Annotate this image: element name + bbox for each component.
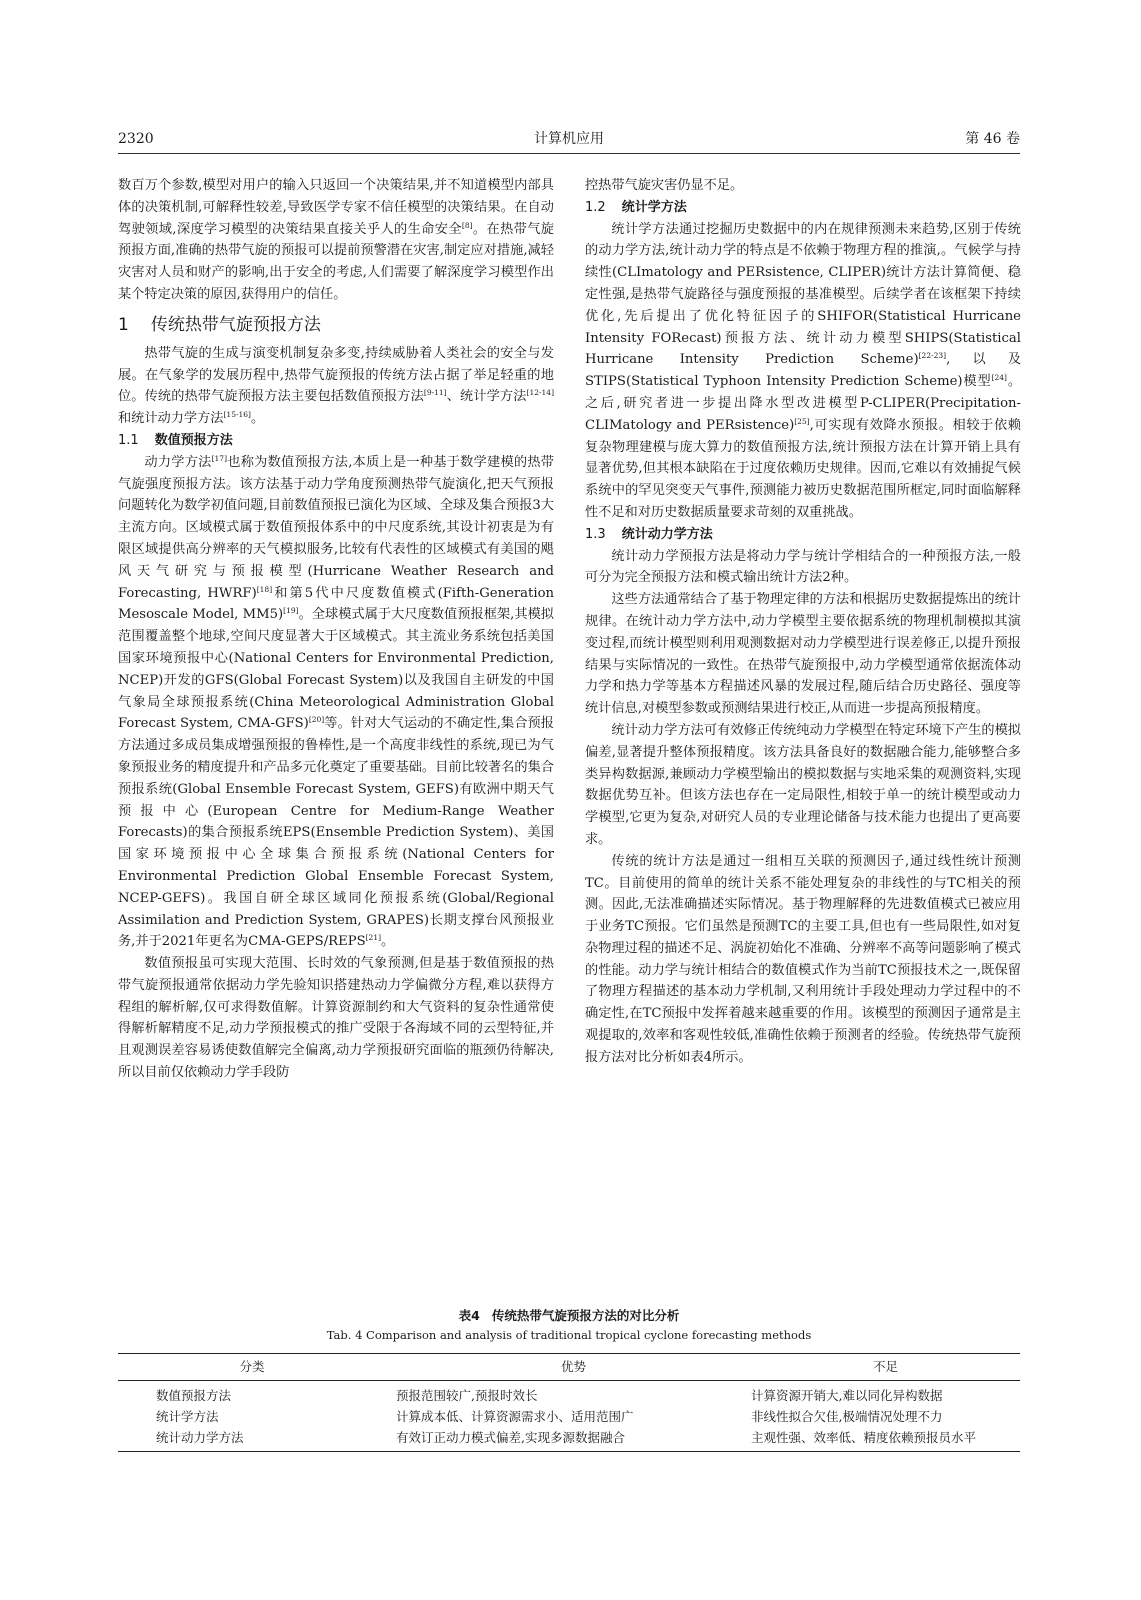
subsection-number: 1.3: [585, 526, 606, 542]
text: 等。针对大气运动的不确定性,集合预报方法通过多成员集成增强预报的鲁棒性,是一个高度非线性的系统,现已为气象预报业务的精度提升和产品多元化奠定了重要基础。目前比较著名的集合预报系统(Global Ensemble Forecast System, GEFS)有欧洲中期天气预报中心(European Centre for Medium-Range Weather Forecasts)的集合预报系统EPS(Ensemble Prediction System)、美国国家环境预报中心全球集合预报系统(National Centers for Environmental Prediction Global Ensemble Forecast System, NCEP-GEFS)。我国自研全球区域同化预报系统(Global/Regional Assimilation and Prediction System, GRAPES)长期支撑台风预报业务,并于2021年更名为CMA-GEPS/REPS: [118, 716, 554, 950]
citation: [22-23]: [918, 351, 947, 361]
subsection-heading: [118, 430, 554, 452]
table-row: [118, 1406, 1020, 1427]
text: 和第5代中尺度数值模式(Fifth-Generation Mesoscale Model, MM5): [118, 585, 554, 623]
text: 热带气旋的生成与演变机制复杂多变,持续威胁着人类社会的安全与发展。在气象学的发展历程中,热带气旋预报的传统方法占据了举足轻重的地位。传统的热带气旋预报方法主要包括数值预报方法: [118, 345, 554, 405]
paragraph: 统计动力学方法可有效修正传统纯动力学模型在特定环境下产生的模拟偏差,显著提升整体预报精度。该方法具备良好的数据融合能力,能够整合多类异构数据源,兼顾动力学模型输出的模拟数据与实地采集的观测资料,实现数据优势互补。但该方法也存在一定局限性,相较于单一的统计模型或动力学模型,它更为复杂,对研究人员的专业理论储备与技术能力也提出了更高要求。: [585, 722, 1021, 847]
section-title: 传统热带气旋预报方法: [150, 314, 321, 335]
text: 也称为数值预报方法,本质上是一种基于数学建模的热带气旋强度预报方法。该方法基于动力学角度预测热带气旋演化,把天气预报问题转化为数学初值问题,目前数值预报已演化为区域、全球及集合预报3大主流方向。区域模式属于数值预报体系中的中尺度系统,其设计初衷是为有限区域提供高分辨率的天气模拟服务,比较有代表性的区域模式有美国的飓风天气研究与预报模型(Hurricane Weather Research and Forecasting, HWRF): [118, 454, 554, 601]
header-rule: [118, 153, 1020, 154]
text: 动力学方法: [144, 454, 212, 470]
subsection-number: 1.1: [118, 432, 139, 448]
subsection-heading: [585, 197, 1021, 219]
table-cell: 统计动力学方法: [118, 1427, 386, 1452]
left-column: [118, 175, 554, 1084]
journal-name: 计算机应用: [534, 131, 604, 147]
text: 。: [250, 411, 265, 427]
right-column: [585, 175, 1021, 1069]
citation: [9-11]: [423, 388, 447, 398]
paragraph: 统计动力学预报方法是将动力学与统计学相结合的一种预报方法,一般可分为完全预报方法和模式输出统计方法2种。: [585, 548, 1021, 586]
table-title-cn: 传统热带气旋预报方法的对比分析: [491, 1308, 680, 1323]
text: ,可实现有效降水预报。相较于依赖复杂物理建模与庞大算力的数值预报方法,统计预报方法在计算开销上具有显著优势,但其根本缺陷在于过度依赖历史规律。因而,它难以有效捕捉气候系统中的罕见突变天气事件,预测能力被历史数据范围所框定,同时面临解释性不足和对历史数据质量要求苛刻的双重挑战。: [585, 417, 1021, 520]
text: 统计学方法通过挖掘历史数据中的内在规律预测未来趋势,区别于传统的动力学方法,统计动力学的特点是不依赖于物理方程的推演,。气候学与持续性(CLImatology and PERsistence, CLIPER)统计方法计算简便、稳定性强,是热带气旋路径与强度预报的基准模型。后续学者在该框架下持续优化,先后提出了优化特征因子的SHIFOR(Statistical Hurricane Intensity FORecast)预报方法、统计动力模型SHIPS(Statistical Hurricane Intensity Prediction Scheme): [585, 221, 1021, 368]
text: 。在热带气旋预报方面,准确的热带气旋的预报可以提前预警潜在灾害,制定应对措施,减轻灾害对人员和财产的影响,出于安全的考虑,人们需要了解深度学习模型作出某个特定决策的原因,获得用户的信任。: [118, 221, 554, 302]
paragraph: 传统的统计方法是通过一组相互关联的预测因子,通过线性统计预测TC。目前使用的简单的统计关系不能处理复杂的非线性的与TC相关的预测。因此,无法准确描述实际情况。基于物理解释的先进数值模式已被应用于业务TC预报。它们虽然是预测TC的主要工具,但也有一些局限性,如对复杂物理过程的描述不足、涡旋初始化不准确、分辨率不高等问题影响了模式的性能。动力学与统计相结合的数值模式作为当前TC预报技术之一,既保留了物理方程描述的基本动力学机制,又利用统计手段处理动力学过程中的不确定性,在TC预报中发挥着越来越重要的作用。该模型的预测因子通常是主观提取的,效率和客观性较低,准确性依赖于预测者的经验。传统热带气旋预报方法对比分析如表4所示。: [585, 853, 1021, 1065]
text: 。之后,研究者进一步提出降水型改进模型P-CLIPER(Precipitation-CLIMatology and PERsistence): [585, 374, 1022, 433]
subsection-title: 统计动力学方法: [621, 526, 713, 542]
text: 。: [381, 934, 395, 950]
text: 、统计学方法: [446, 389, 527, 405]
table-header-row: [118, 1354, 1020, 1381]
paragraph: 这些方法通常结合了基于物理定律的方法和根据历史数据提炼出的统计规律。在统计动力学方法中,动力学模型主要依据系统的物理机制模拟其演变过程,而统计模型则利用观测数据对动力学模型进行误差修正,以提升预报结果与实际情况的一致性。在热带气旋预报中,动力学模型通常依据流体动力学和热力学等基本方程描述风暴的发展过程,随后结合历史路径、强度等统计信息,对模型参数或预测结果进行校正,从而进一步提高预报精度。: [585, 592, 1021, 717]
column-header: 不足: [751, 1354, 1020, 1381]
table-caption-cn: [118, 1306, 1020, 1326]
text: 。全球模式属于大尺度数值预报框架,其模拟范围覆盖整个地球,空间尺度显著大于区域模式。其主流业务系统包括美国国家环境预报中心(National Centers for Environmental Prediction, NCEP)开发的GFS(Global Forecast System)以及我国自主研发的中国气象局全球预报系统(China Meteorological Administration Global Forecast System, CMA-GFS): [118, 607, 554, 732]
table-cell: 预报范围较广,预报时效长: [396, 1388, 538, 1403]
paragraph: [118, 175, 554, 306]
text: ,以及STIPS(Statistical Typhoon Intensity Prediction Scheme)模型: [585, 352, 1022, 390]
citation: [15-16]: [223, 410, 251, 420]
table-cell: 统计学方法: [156, 1409, 219, 1424]
subsection-title: 统计学方法: [621, 199, 687, 215]
citation: [25]: [794, 416, 810, 426]
citation: [8]: [461, 220, 473, 230]
table-cell: 计算资源开销大,难以同化异构数据: [751, 1388, 943, 1403]
table-caption-en: Tab. 4 Comparison and analysis of traditional tropical cyclone forecasting methods: [326, 1328, 812, 1342]
paragraph: 数值预报虽可实现大范围、长时效的气象预测,但是基于数值预报的热带气旋预报通常依据动力学先验知识搭建热动力学偏微分方程,难以获得方程组的解析解,仅可求得数值解。计算资源制约和大气资料的复杂性通常使得解析解精度不足,动力学预报模式的推广受限于各海域不同的云型特征,并且观测误差容易诱使数值解完全偏离,动力学预报研究面临的瓶颈仍待解决,所以目前仅依赖动力学手段防: [118, 956, 554, 1081]
citation: [12-14]: [526, 388, 555, 398]
table-row: [118, 1381, 1020, 1407]
paragraph: 控热带气旋灾害仍显不足。: [585, 178, 744, 193]
table-cell: 非线性拟合欠佳,极端情况处理不力: [751, 1409, 943, 1424]
table-cell: 主观性强、效率低、精度依赖预报员水平: [751, 1427, 1020, 1452]
subsection-title: 数值预报方法: [154, 432, 233, 448]
table-label: 表4: [458, 1308, 480, 1323]
column-header: 分类: [118, 1354, 386, 1381]
citation: [17]: [211, 453, 227, 463]
comparison-table: [118, 1353, 1020, 1452]
paragraph: [585, 219, 1021, 524]
citation: [18]: [256, 584, 273, 594]
section-heading: [118, 313, 554, 337]
citation: [20]: [308, 715, 325, 725]
paragraph: [118, 452, 554, 953]
subsection-heading: [585, 524, 1021, 546]
table-cell: 计算成本低、计算资源需求小、适用范围广: [396, 1409, 634, 1424]
column-header: 优势: [386, 1354, 751, 1381]
text: 数百万个参数,模型对用户的输入只返回一个决策结果,并不知道模型内部具体的决策机制,可解释性较差,导致医学专家不信任模型的决策结果。在自动驾驶领域,深度学习模型的决策结果直接关乎人的生命安全: [118, 178, 554, 237]
subsection-number: 1.2: [585, 199, 606, 215]
table-row: [118, 1427, 1020, 1452]
volume-label: 第 46 卷: [965, 131, 1020, 147]
table-caption: [118, 1306, 1020, 1344]
table-cell: 有效订正动力模式偏差,实现多源数据融合: [386, 1427, 751, 1452]
page-number: 2320: [118, 131, 154, 147]
paragraph: [118, 343, 554, 430]
citation: [19]: [283, 606, 299, 616]
text: 和统计动力学方法: [118, 411, 224, 427]
citation: [24]: [991, 373, 1007, 383]
table-cell: 数值预报方法: [156, 1388, 232, 1403]
section-number: 1: [118, 314, 129, 335]
citation: [21]: [365, 933, 382, 943]
running-header: [118, 128, 1020, 150]
